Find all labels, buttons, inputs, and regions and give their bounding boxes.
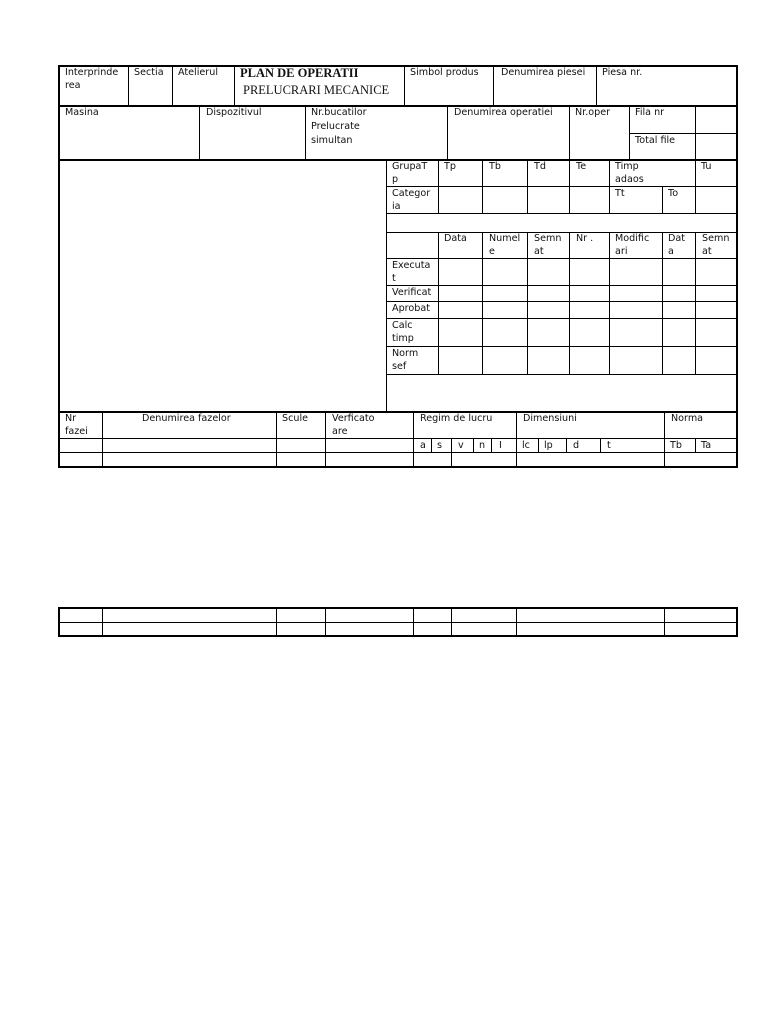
rule (662, 186, 663, 214)
semnat-label-cont: at (534, 246, 544, 257)
data2-label: Dat (668, 233, 686, 244)
te-label: Te (576, 161, 587, 172)
numele-label-cont: e (489, 246, 495, 257)
rule (58, 452, 738, 453)
dimensiuni-label: Dimensiuni (523, 413, 577, 424)
rule (566, 438, 567, 453)
interprinderea-label: Interprinde (65, 67, 119, 78)
piesa-nr-label: Piesa nr. (602, 67, 643, 78)
semnat-label: Semn (534, 233, 562, 244)
rule (609, 232, 610, 375)
prelucrate-label: Prelucrate (311, 121, 360, 132)
nr-oper-label: Nr.oper (575, 107, 611, 118)
rule (527, 232, 528, 375)
data2-label-cont: a (668, 246, 674, 257)
rule (451, 607, 452, 637)
rule (482, 160, 483, 214)
rule (569, 106, 570, 160)
rule (276, 607, 277, 637)
col-s-label: s (437, 440, 442, 451)
rule (58, 607, 738, 609)
simbol-produs-label: Simbol produs (410, 67, 479, 78)
col-d-label: d (573, 440, 580, 451)
executat-label-cont: t (392, 273, 396, 284)
dispozitivul-label: Dispozitivul (206, 107, 262, 118)
rule (58, 622, 738, 623)
calc-timp-label-cont: timp (392, 333, 414, 344)
interprinderea-label-cont: rea (65, 80, 81, 91)
rule (493, 65, 494, 106)
verificat-label: Verificat (392, 287, 432, 298)
grupa-label-cont: p (392, 174, 399, 185)
col-lp-label: lp (544, 440, 553, 451)
rule (325, 607, 326, 637)
tp-label: Tp (444, 161, 456, 172)
rule (491, 438, 492, 453)
rule (431, 438, 432, 453)
rule (58, 635, 738, 637)
col-t-label: t (607, 440, 611, 451)
col-tb-label: Tb (670, 440, 682, 451)
tu-label: Tu (701, 161, 712, 172)
col-n-label: n (479, 440, 486, 451)
categoria-label-cont: ia (392, 201, 401, 212)
rule (447, 106, 448, 160)
categoria-label: Categor (392, 188, 431, 199)
rule (695, 438, 696, 453)
rule (102, 607, 103, 637)
col-a-label: a (420, 440, 426, 451)
rule (482, 232, 483, 375)
rule (569, 160, 570, 214)
modificari-label: Modific (615, 233, 650, 244)
rule (199, 106, 200, 160)
rule (516, 412, 517, 467)
denumirea-fazelor-label: Denumirea fazelor (142, 413, 231, 424)
rule (325, 412, 326, 467)
modificari-label-cont: ari (615, 246, 628, 257)
rule (569, 232, 570, 375)
rule (305, 106, 306, 160)
rule (600, 438, 601, 453)
rule (102, 412, 103, 467)
rule (58, 466, 738, 468)
simultan-label: simultan (311, 135, 353, 146)
rule (438, 232, 439, 375)
form-title: PLAN DE OPERATII (240, 66, 359, 80)
rule (664, 412, 665, 467)
scule-label: Scule (282, 413, 309, 424)
norma-label: Norma (671, 413, 704, 424)
regim-de-lucru-label: Regim de lucru (420, 413, 493, 424)
executat-label: Executa (392, 260, 431, 271)
denumirea-piesei-label: Denumirea piesei (501, 67, 586, 78)
rule (413, 607, 414, 637)
rule (451, 438, 452, 467)
aprobat-label: Aprobat (392, 303, 430, 314)
masina-label: Masina (65, 107, 99, 118)
rule (234, 65, 235, 106)
rule (596, 65, 597, 106)
timp-adaos-label: Timp (615, 161, 639, 172)
rule (516, 607, 517, 637)
nr-bucatilor-label: Nr.bucatilor (311, 107, 367, 118)
rule (609, 160, 610, 214)
norm-sef-label: Norm (392, 348, 419, 359)
rule (58, 607, 60, 637)
atelierul-label: Atelierul (178, 67, 218, 78)
semnat2-label: Semn (702, 233, 730, 244)
rule (695, 232, 696, 375)
col-v-label: v (458, 440, 464, 451)
rule (58, 438, 738, 439)
col-i-label: I (499, 440, 502, 451)
rule (473, 438, 474, 453)
grupa-label: GrupaT (392, 161, 428, 172)
nr-label: Nr . (576, 233, 594, 244)
rule (664, 607, 665, 637)
rule (438, 160, 439, 214)
rule (736, 607, 738, 637)
sectia-label: Sectia (134, 67, 164, 78)
timp-adaos-label-cont: adaos (615, 174, 644, 185)
tb-label: Tb (489, 161, 501, 172)
rule (662, 232, 663, 375)
norm-sef-label-cont: sef (392, 361, 407, 372)
rule (172, 65, 173, 106)
rule (276, 412, 277, 467)
rule (736, 65, 738, 468)
numele-label: Numel (489, 233, 521, 244)
rule (695, 160, 696, 214)
denumirea-operatiei-label: Denumirea operatiei (454, 107, 553, 118)
calc-timp-label: Calc (392, 320, 413, 331)
to-label: To (668, 188, 679, 199)
total-file-label: Total file (635, 135, 676, 146)
tt-label: Tt (615, 188, 625, 199)
nr-fazei-label: Nr (65, 413, 77, 424)
td-label: Td (534, 161, 546, 172)
form-subtitle: PRELUCRARI MECANICE (243, 83, 390, 97)
col-ta-label: Ta (701, 440, 712, 451)
rule (128, 65, 129, 106)
col-lc-label: lc (522, 440, 530, 451)
nr-fazei-label-cont: fazei (65, 426, 88, 437)
data-label: Data (444, 233, 467, 244)
verificatoare-label: Verficato (332, 413, 375, 424)
rule (527, 160, 528, 214)
fila-nr-label: Fila nr (635, 107, 665, 118)
rule (413, 412, 414, 467)
verificatoare-label-cont: are (332, 426, 348, 437)
rule (404, 65, 405, 106)
rule (538, 438, 539, 453)
rule (58, 65, 60, 468)
semnat2-label-cont: at (702, 246, 712, 257)
